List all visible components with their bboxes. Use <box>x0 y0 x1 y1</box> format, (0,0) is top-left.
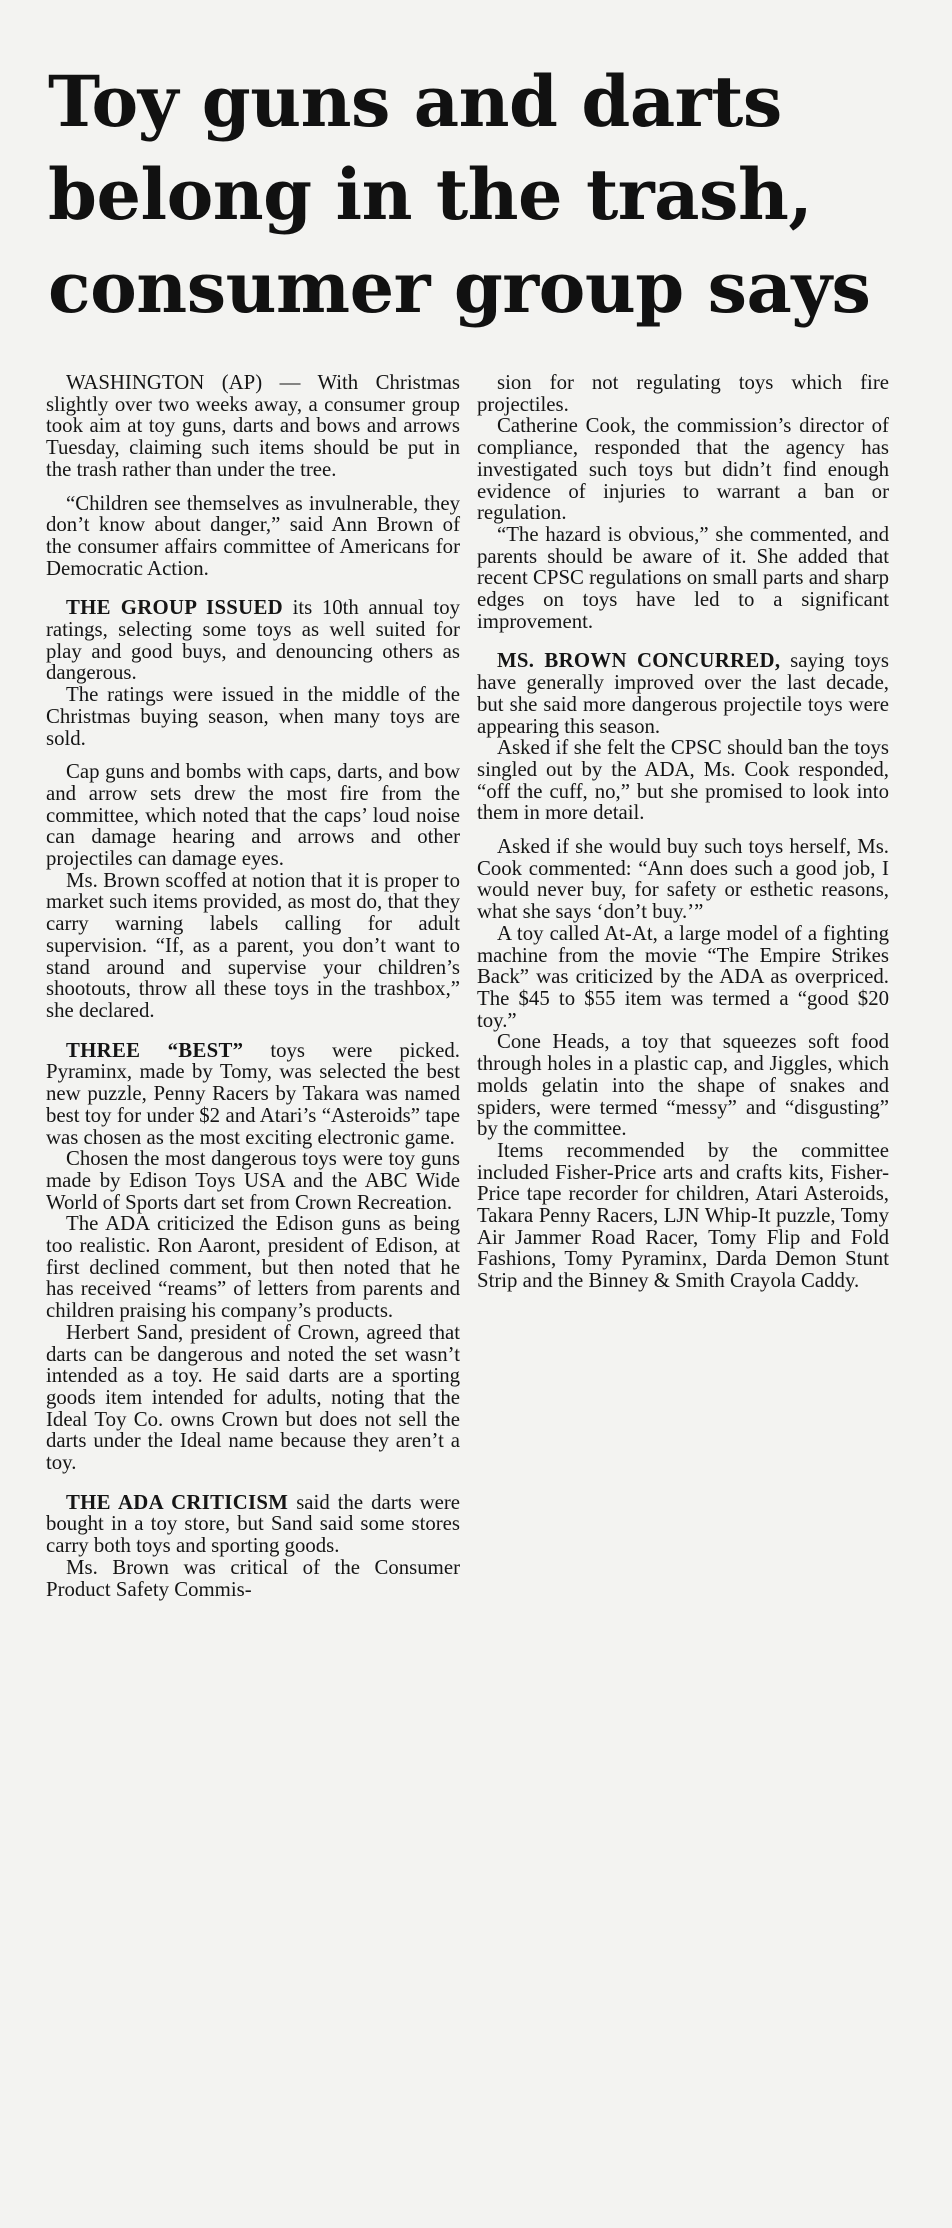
paragraph: “Children see themselves as invulnerable, they don’t know about danger,” said Ann Brown of the consumer affairs committee of Americans for Democratic Action. <box>46 491 460 580</box>
subhead-lead: THREE “BEST” <box>66 1038 244 1062</box>
paragraph: Cap guns and bombs with caps, darts, and bow and arrow sets drew the most fire from the committee, which noted that the caps’ loud noise can damage hearing and arrows and other projectiles can damage eyes. <box>46 760 460 871</box>
headline-line-2: belong in the trash, <box>48 153 813 236</box>
paragraph: sion for not regulating toys which fire projectiles. <box>477 371 889 416</box>
paragraph-subhead: THE ADA CRITICISM said the darts were bought in a toy store, but Sand said some stores carry both toys and sporting goods. <box>46 1490 460 1558</box>
paragraph-subhead: MS. BROWN CONCURRED, saying toys have generally improved over the last decade, but she said more dangerous projectile toys were appearing this season. <box>477 649 889 738</box>
paragraph: Items recommended by the committee included Fisher-Price arts and crafts kits, Fisher-Price tape recorder for children, Atari Asteroids, Takara Penny Racers, LJN Whip-It puzzle, Tomy Air Jammer Road Racer, Tomy Flip and Fold Fashions, Tomy Pyraminx, Darda Demon Stunt Strip and the Binney & Smith Crayola Caddy. <box>477 1138 889 1293</box>
subhead-lead: THE ADA CRITICISM <box>66 1490 289 1514</box>
paragraph: Asked if she felt the CPSC should ban the toys singled out by the ADA, Ms. Cook responded, “off the cuff, no,” but she promised to look into them in more detail. <box>477 736 889 825</box>
paragraph: Ms. Brown scoffed at notion that it is proper to market such items provided, as most do, that they carry warning labels calling for adult supervision. “If, as a parent, you don’t want to stand around and supervise your children’s shootouts, throw all these toys in the trashbox,” she declared. <box>46 868 460 1022</box>
right-column <box>477 372 889 1292</box>
headline-line-3: consumer group says <box>48 246 871 329</box>
subhead-lead: THE GROUP ISSUED <box>66 596 283 620</box>
paragraph-subhead: THE GROUP ISSUED its 10th annual toy ratings, selecting some toys as well suited for play and good buys, and denouncing others as dangerous. <box>46 596 461 685</box>
left-column <box>46 372 460 1600</box>
paragraph: Herbert Sand, president of Crown, agreed that darts can be dangerous and noted the set wasn’t intended as a toy. He said darts are a sporting goods item intended for adults, noting that the Ideal Toy Co. owns Crown but does not sell the darts under the Ideal name because they aren’t a toy. <box>46 1320 460 1475</box>
paragraph: Asked if she would buy such toys herself, Ms. Cook commented: “Ann does such a good job, I would never buy, for safety or esthetic reasons, what she says ‘don’t buy.’” <box>477 835 889 924</box>
paragraph: Cone Heads, a toy that squeezes soft food through holes in a plastic cap, and Jiggles, which molds gelatin into the shape of snakes and spiders, were termed “messy” and “disgusting” by the committee. <box>477 1030 889 1141</box>
headline-line-1: Toy guns and darts <box>48 60 782 143</box>
paragraph: The ratings were issued in the middle of the Christmas buying season, when many toys are sold. <box>46 683 460 750</box>
paragraph: A toy called At-At, a large model of a fighting machine from the movie “The Empire Strikes Back” was criticized by the ADA as overpriced. The $45 to $55 item was termed a “good $20 toy.” <box>477 921 889 1032</box>
paragraph: Ms. Brown was critical of the Consumer Product Safety Commis- <box>46 1555 460 1601</box>
paragraph: “The hazard is obvious,” she commented, and parents should be aware of it. She added that recent CPSC regulations on small parts and sharp edges on toys have led to a significant improvement. <box>477 522 889 633</box>
headline <box>48 55 928 334</box>
paragraph: The ADA criticized the Edison guns as being too realistic. Ron Aaront, president of Edison, at first declined comment, but then noted that he has received “reams” of letters from parents and children praising his company’s products. <box>46 1212 460 1323</box>
paragraph: WASHINGTON (AP) — With Christmas slightly over two weeks away, a consumer group took aim at toy guns, darts and bows and arrows Tuesday, claiming such items should be put in the trash rather than under the tree. <box>46 371 460 481</box>
subhead-lead: MS. BROWN CONCURRED, <box>497 649 781 673</box>
paragraph-subhead: THREE “BEST” toys were picked. Pyraminx, made by Tomy, was selected the best new puzzle, Penny Racers by Takara was named best toy for under $2 and Atari’s “Asteroids” tape was chosen as the most exciting electronic game. <box>46 1038 460 1149</box>
paragraph: Catherine Cook, the commission’s director of compliance, responded that the agency has investigated such toys but didn’t find enough evidence of injuries to warrant a ban or regulation. <box>477 414 889 525</box>
paragraph: Chosen the most dangerous toys were toy guns made by Edison Toys USA and the ABC Wide World of Sports dart set from Crown Recreation. <box>46 1147 460 1214</box>
